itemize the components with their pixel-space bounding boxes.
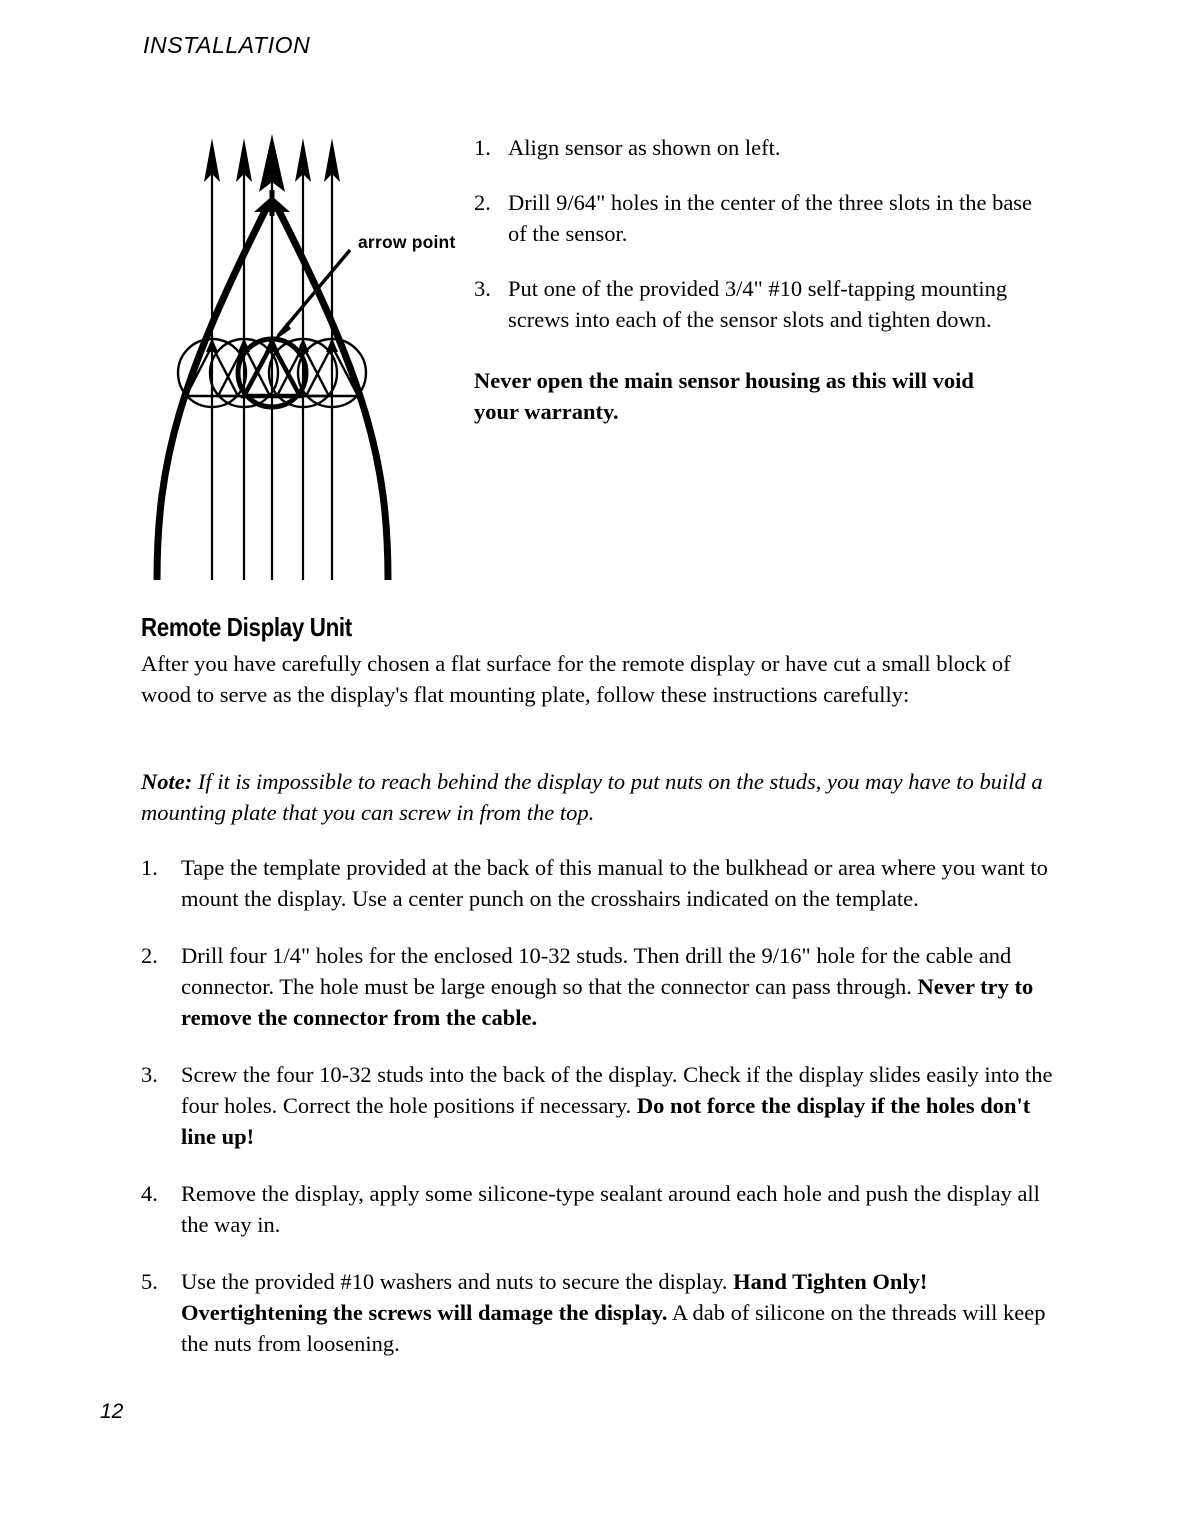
- list-item-number: 5.: [141, 1269, 158, 1294]
- arrow-point-callout-label: arrow point: [358, 232, 456, 252]
- list-item-text: Tape the template provided at the back of this manual to the bulkhead or area where you want to mount the display. Use a center punch on the crosshairs indicated on the template.: [181, 855, 1048, 911]
- list-item: [141, 852, 1061, 914]
- list-item: [141, 940, 1061, 1033]
- sensor-housing-warning: Never open the main sensor housing as this will void your warranty.: [474, 368, 974, 424]
- list-item-number: 2.: [141, 943, 158, 968]
- note-text: If it is impossible to reach behind the display to put nuts on the studs, you may have to build a mounting plate that you can screw in from the top.: [141, 769, 1043, 825]
- list-item-text: Drill 9/64" holes in the center of the three slots in the base of the sensor.: [508, 190, 1033, 246]
- list-item: [474, 187, 1040, 249]
- list-item-text: Screw the four 10-32 studs into the back of the display. Check if the display slides easily into the four holes. Correct the hole positions if necessary.: [181, 1062, 1053, 1118]
- boat-hull-diagram-svg: [140, 130, 485, 580]
- list-item-number: 4.: [141, 1181, 158, 1206]
- sensor-install-steps-list: [474, 132, 1040, 427]
- list-item-number: 1.: [141, 855, 158, 880]
- list-item-text: Align sensor as shown on left.: [508, 135, 781, 160]
- list-item: [141, 1059, 1061, 1152]
- section-heading-remote-display-unit: Remote Display Unit: [141, 612, 352, 642]
- page-number: 12: [100, 1400, 124, 1423]
- list-item-text: Use the provided #10 washers and nuts to secure the display.: [181, 1269, 734, 1294]
- list-item-emphasis: Never try to remove the connector from the cable.: [181, 974, 1034, 1030]
- list-item-number: 2.: [474, 190, 491, 215]
- list-item-emphasis: Hand Tighten Only! Overtightening the screws will damage the display.: [181, 1269, 928, 1325]
- list-item-text: Drill four 1/4" holes for the enclosed 10-32 studs. Then drill the 9/16" hole for the cable and connector. The hole must be large enough so that the connector can pass through.: [181, 943, 1012, 999]
- list-item-number: 3.: [141, 1062, 158, 1087]
- remote-display-steps-list: [141, 852, 1061, 1385]
- list-item-text: Remove the display, apply some silicone-type sealant around each hole and push the display all the way in.: [181, 1181, 1040, 1237]
- list-item: [141, 1266, 1061, 1359]
- list-item: [141, 1178, 1061, 1240]
- list-item-number: 3.: [474, 276, 491, 301]
- section-intro-paragraph: After you have carefully chosen a flat surface for the remote display or have cut a small block of wood to serve as the display's flat mounting plate, follow these instructions carefully:: [141, 651, 1011, 707]
- callout-leader-line: [272, 250, 350, 342]
- note-label: Note:: [141, 769, 193, 794]
- list-item-number: 1.: [474, 135, 491, 160]
- list-item: [474, 132, 1040, 163]
- list-item-text-tail: A dab of silicone on the threads will keep the nuts from loosening.: [181, 1300, 1046, 1356]
- list-item-text: Put one of the provided 3/4" #10 self-tapping mounting screws into each of the sensor slots and tighten down.: [508, 276, 1008, 332]
- running-head: INSTALLATION: [143, 32, 311, 58]
- list-item: [474, 273, 1040, 335]
- note-paragraph: [141, 766, 1051, 828]
- sensor-alignment-figure: [140, 130, 485, 580]
- list-item-emphasis: Do not force the display if the holes don't line up!: [181, 1093, 1031, 1149]
